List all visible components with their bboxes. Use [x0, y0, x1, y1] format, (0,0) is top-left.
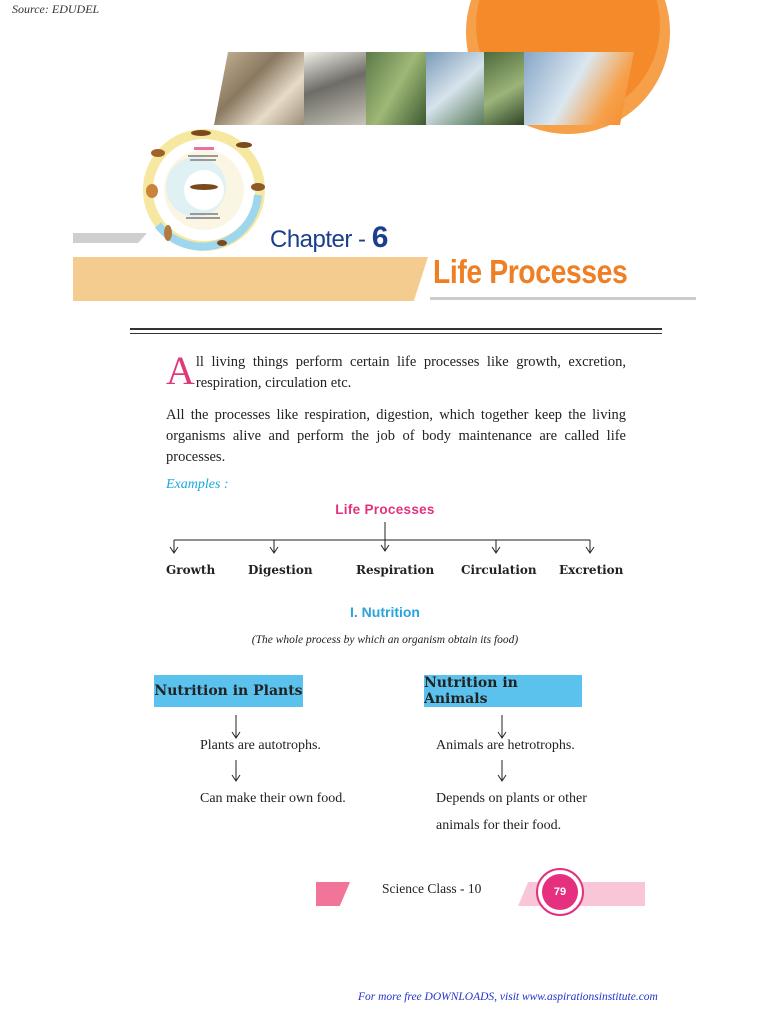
intro-paragraph-2: All the processes like respiration, digestion, which together keep the living organisms alive and perform the job of body maintenance are called life processes.: [166, 407, 626, 465]
header-photo-collage: [214, 52, 634, 125]
plants-line-1: Plants are autotrophs.: [200, 738, 321, 753]
plants-line-2: Can make their own food.: [200, 791, 346, 806]
footer-book-title: Science Class - 10: [382, 881, 482, 896]
chapter-number: 6: [371, 221, 388, 254]
nutrition-heading: I. Nutrition: [350, 604, 420, 620]
tree-child-circulation: Circulation: [461, 563, 537, 577]
source-credit: Source: EDUDEL: [12, 2, 100, 16]
chapter-heading: [270, 221, 388, 255]
chapter-gray-bar: [73, 233, 147, 243]
intro-paragraph-1: [166, 348, 626, 394]
section-rule: [130, 328, 662, 330]
animals-line-2b: animals for their food.: [436, 818, 562, 833]
chapter-prefix: Chapter -: [270, 226, 372, 253]
tree-child-excretion: Excretion: [559, 563, 624, 577]
tree-root-label: Life Processes: [335, 502, 435, 517]
nutrition-subtitle: (The whole process by which an organism obtain its food): [251, 634, 519, 646]
tree-child-respiration: Respiration: [356, 563, 435, 577]
title-band-decor: [73, 257, 428, 301]
footer-pink-decor-left: [316, 882, 350, 906]
tree-child-digestion: Digestion: [248, 563, 313, 577]
drop-cap: A: [166, 348, 195, 393]
animals-line-2a: Depends on plants or other: [436, 791, 587, 806]
section-rule-thin: [130, 333, 662, 334]
nutrition-plants-box: Nutrition in Plants: [154, 675, 303, 707]
life-cycle-diagram-image: [138, 125, 270, 255]
examples-label: Examples :: [166, 477, 229, 492]
tree-child-growth: Growth: [166, 563, 216, 577]
download-note: For more free DOWNLOADS, visit www.aspirationsinstitute.com: [358, 991, 658, 1003]
title-underline: [430, 297, 696, 300]
nutrition-animals-box: Nutrition in Animals: [424, 675, 582, 707]
animals-line-1: Animals are hetrotrophs.: [436, 738, 575, 753]
intro-paragraph-1-text: ll living things perform certain life processes like growth, excretion, respiration, circulation etc.: [195, 354, 626, 391]
chapter-title: Life Processes: [433, 253, 628, 290]
page-number: 79: [542, 874, 578, 910]
